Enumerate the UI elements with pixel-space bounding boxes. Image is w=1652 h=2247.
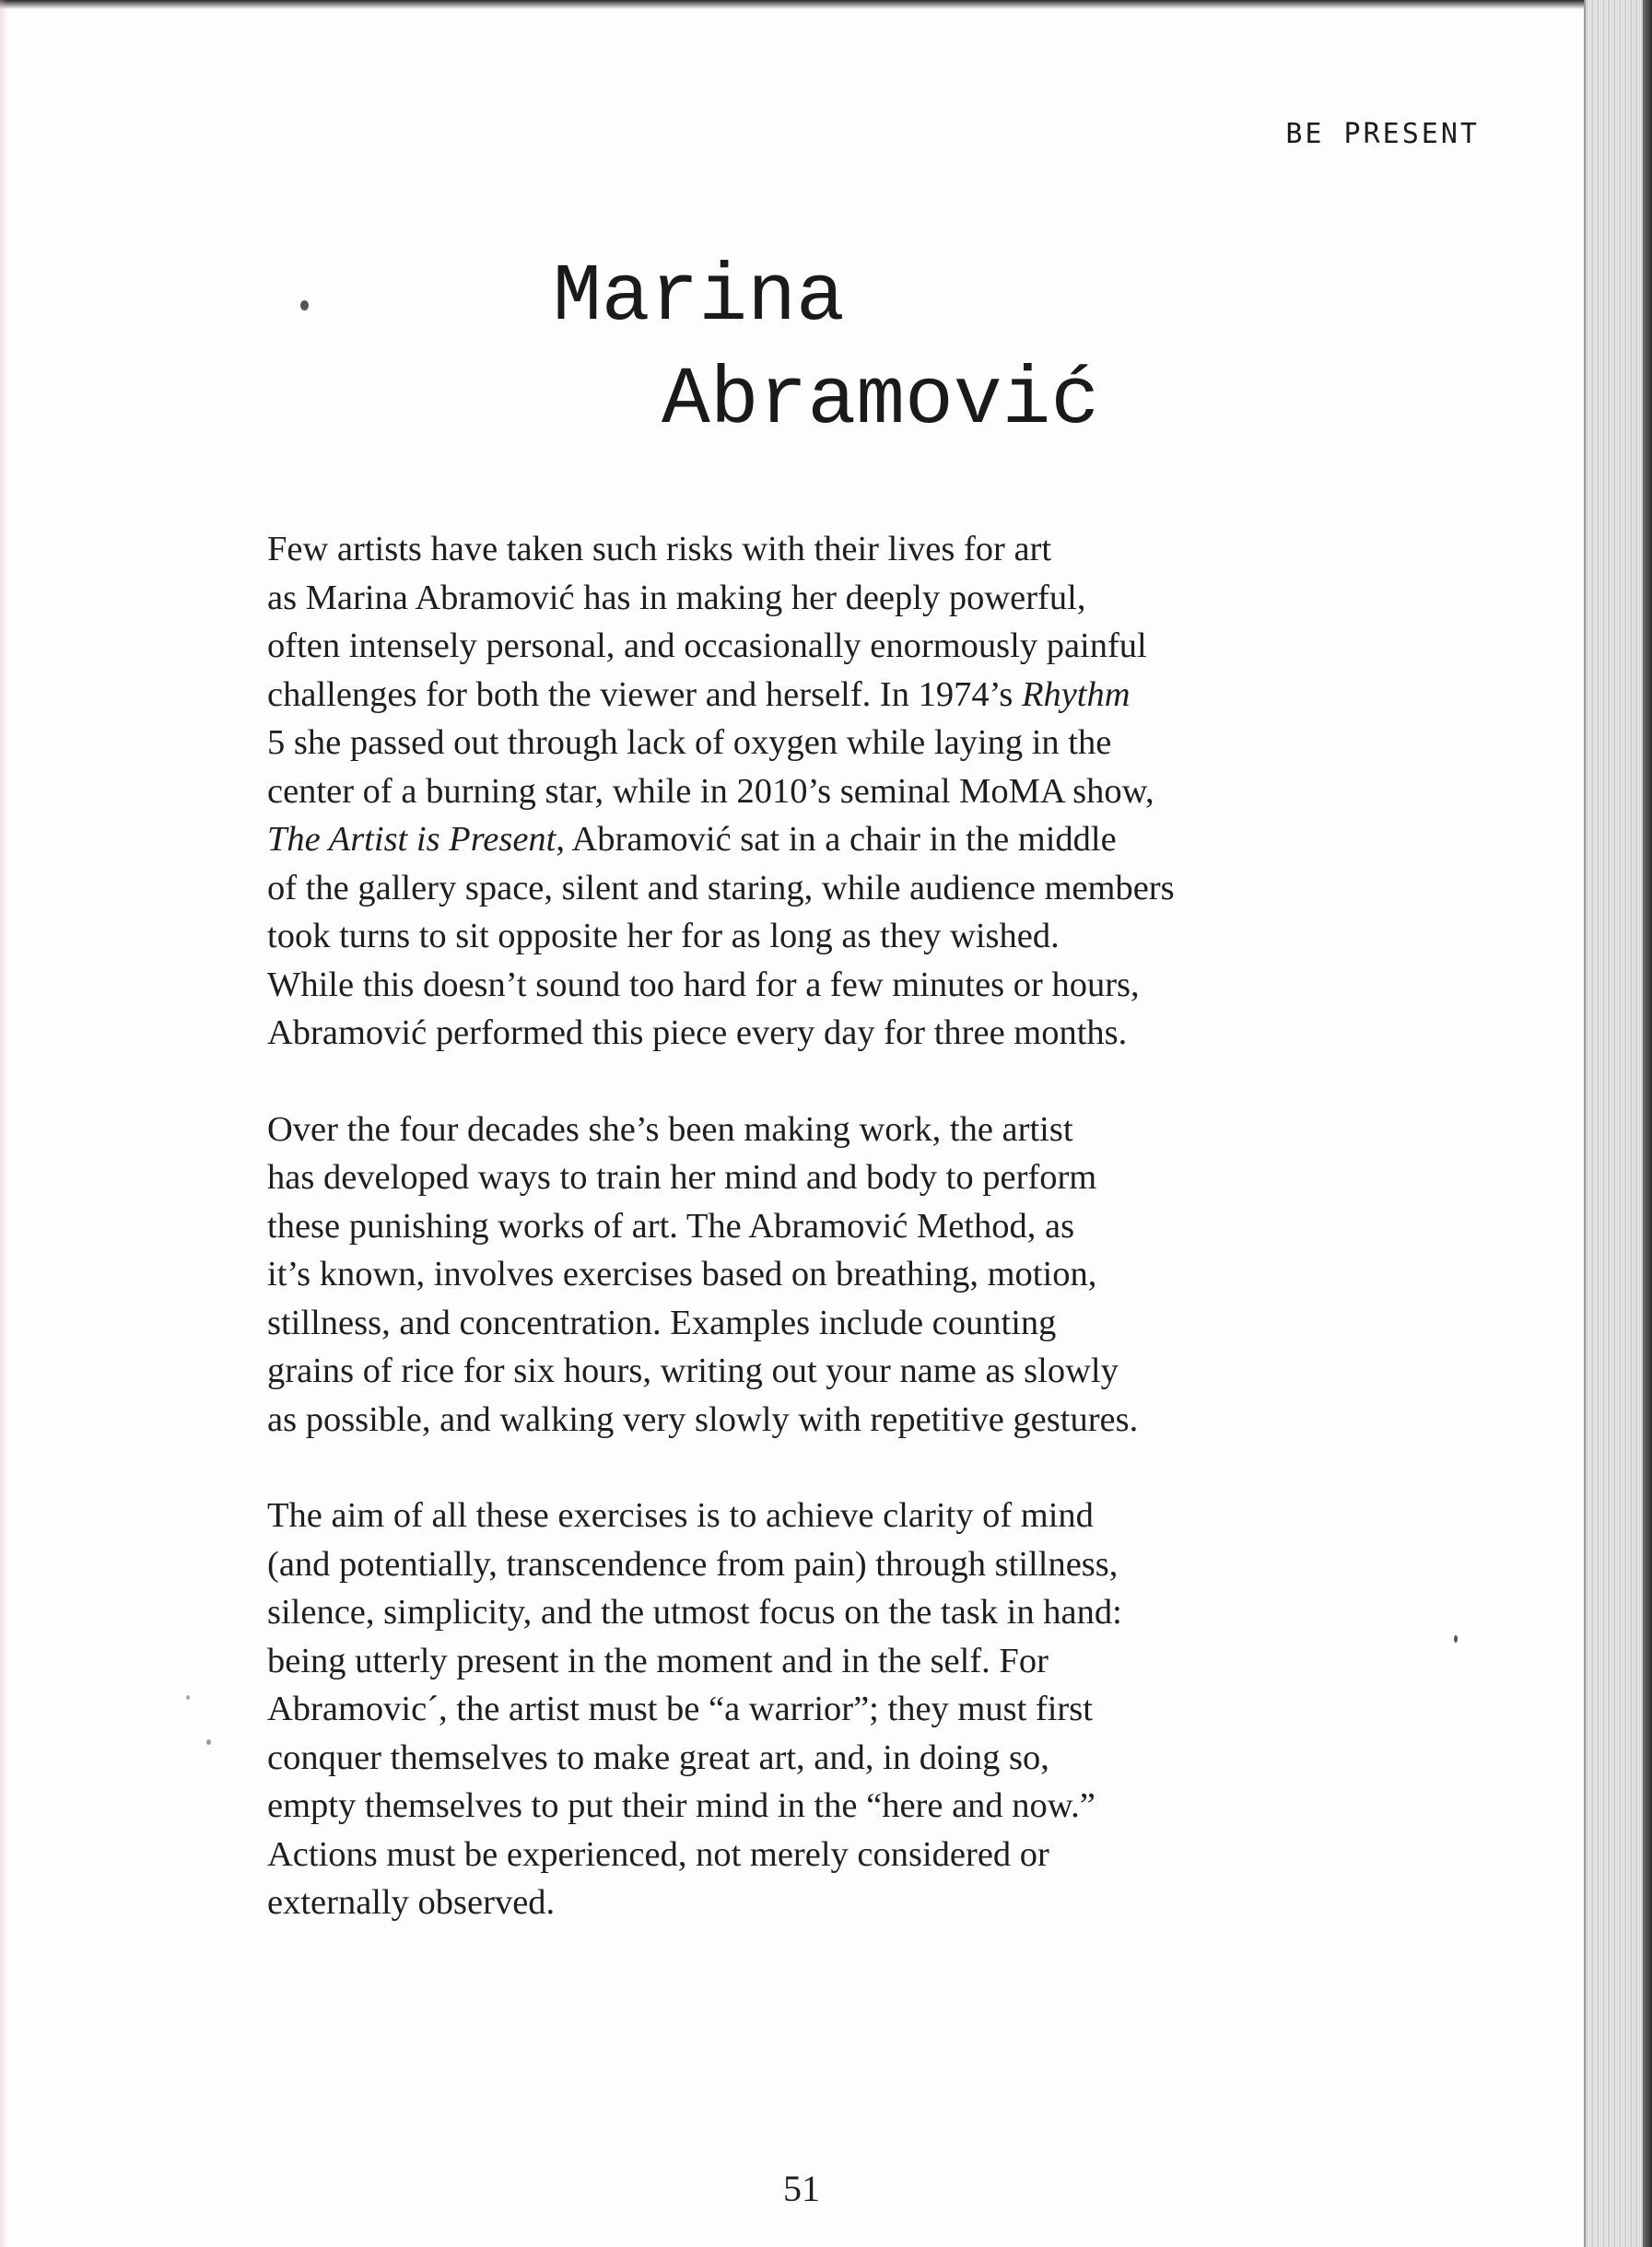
text-line: (and potentially, transcendence from pain) through stillness, <box>267 1544 1119 1584</box>
text-line: challenges for both the viewer and herself. In 1974’s Rhythm <box>267 674 1131 714</box>
page-title <box>553 247 1099 453</box>
paragraph <box>267 1492 1354 1927</box>
running-head: BE PRESENT <box>1285 118 1480 150</box>
text-line: Abramović performed this piece every day for three months. <box>267 1013 1128 1052</box>
text-line: Over the four decades she’s been making work, the artist <box>267 1109 1073 1149</box>
title-line-2: Abramović <box>662 356 1100 447</box>
text-line: conquer themselves to make great art, and, in doing so, <box>267 1738 1049 1777</box>
text-line: these punishing works of art. The Abramović Method, as <box>267 1206 1075 1246</box>
text-line: being utterly present in the moment and in the self. For <box>267 1641 1049 1680</box>
text-line: Few artists have taken such risks with their lives for art <box>267 530 1052 568</box>
text-line: it’s known, involves exercises based on breathing, motion, <box>267 1255 1097 1293</box>
page-left-edge <box>0 0 7 2247</box>
text-line: center of a burning star, while in 2010’s seminal MoMA show, <box>267 771 1154 811</box>
text-line: While this doesn’t sound too hard for a few minutes or hours, <box>267 965 1140 1004</box>
text-line: 5 she passed out through lack of oxygen while laying in the <box>267 723 1112 762</box>
body-text <box>267 525 1354 1975</box>
scan-speck <box>206 1739 211 1745</box>
text-line: Abramovic´, the artist must be “a warrior”; they must first <box>267 1690 1093 1728</box>
text-line: as possible, and walking very slowly with repetitive gestures. <box>267 1399 1139 1439</box>
text-line: as Marina Abramović has in making her deeply powerful, <box>267 578 1086 617</box>
text-line: often intensely personal, and occasionally enormously painful <box>267 626 1147 665</box>
paragraph <box>267 525 1354 1058</box>
text-line: The aim of all these exercises is to achieve clarity of mind <box>267 1496 1094 1535</box>
scan-speck <box>300 300 309 310</box>
paragraph <box>267 1106 1354 1445</box>
italic-title: The Artist is Present <box>267 820 557 859</box>
text-line: grains of rice for six hours, writing out your name as slowly <box>267 1352 1119 1390</box>
italic-title: Rhythm <box>1021 674 1131 714</box>
text-line: The Artist is Present, Abramović sat in a chair in the middle <box>267 820 1117 859</box>
title-line-1: Marina <box>553 252 845 344</box>
page-stack-edge <box>1584 0 1652 2247</box>
scan-speck <box>186 1695 190 1700</box>
text-line: of the gallery space, silent and staring, while audience members <box>267 868 1175 907</box>
text-line: took turns to sit opposite her for as long as they wished. <box>267 917 1060 955</box>
page-number: 51 <box>783 2168 820 2209</box>
text-line: empty themselves to put their mind in the “here and now.” <box>267 1786 1095 1825</box>
text-line: externally observed. <box>267 1883 556 1922</box>
text-line: stillness, and concentration. Examples include counting <box>267 1303 1057 1342</box>
book-spine-shadow <box>1643 0 1652 2247</box>
page-top-edge <box>0 0 1652 9</box>
scan-speck <box>1454 1635 1458 1643</box>
text-line: Actions must be experienced, not merely considered or <box>267 1834 1049 1874</box>
text-line: has developed ways to train her mind and body to perform <box>267 1158 1097 1197</box>
text-line: silence, simplicity, and the utmost focus on the task in hand: <box>267 1593 1122 1632</box>
